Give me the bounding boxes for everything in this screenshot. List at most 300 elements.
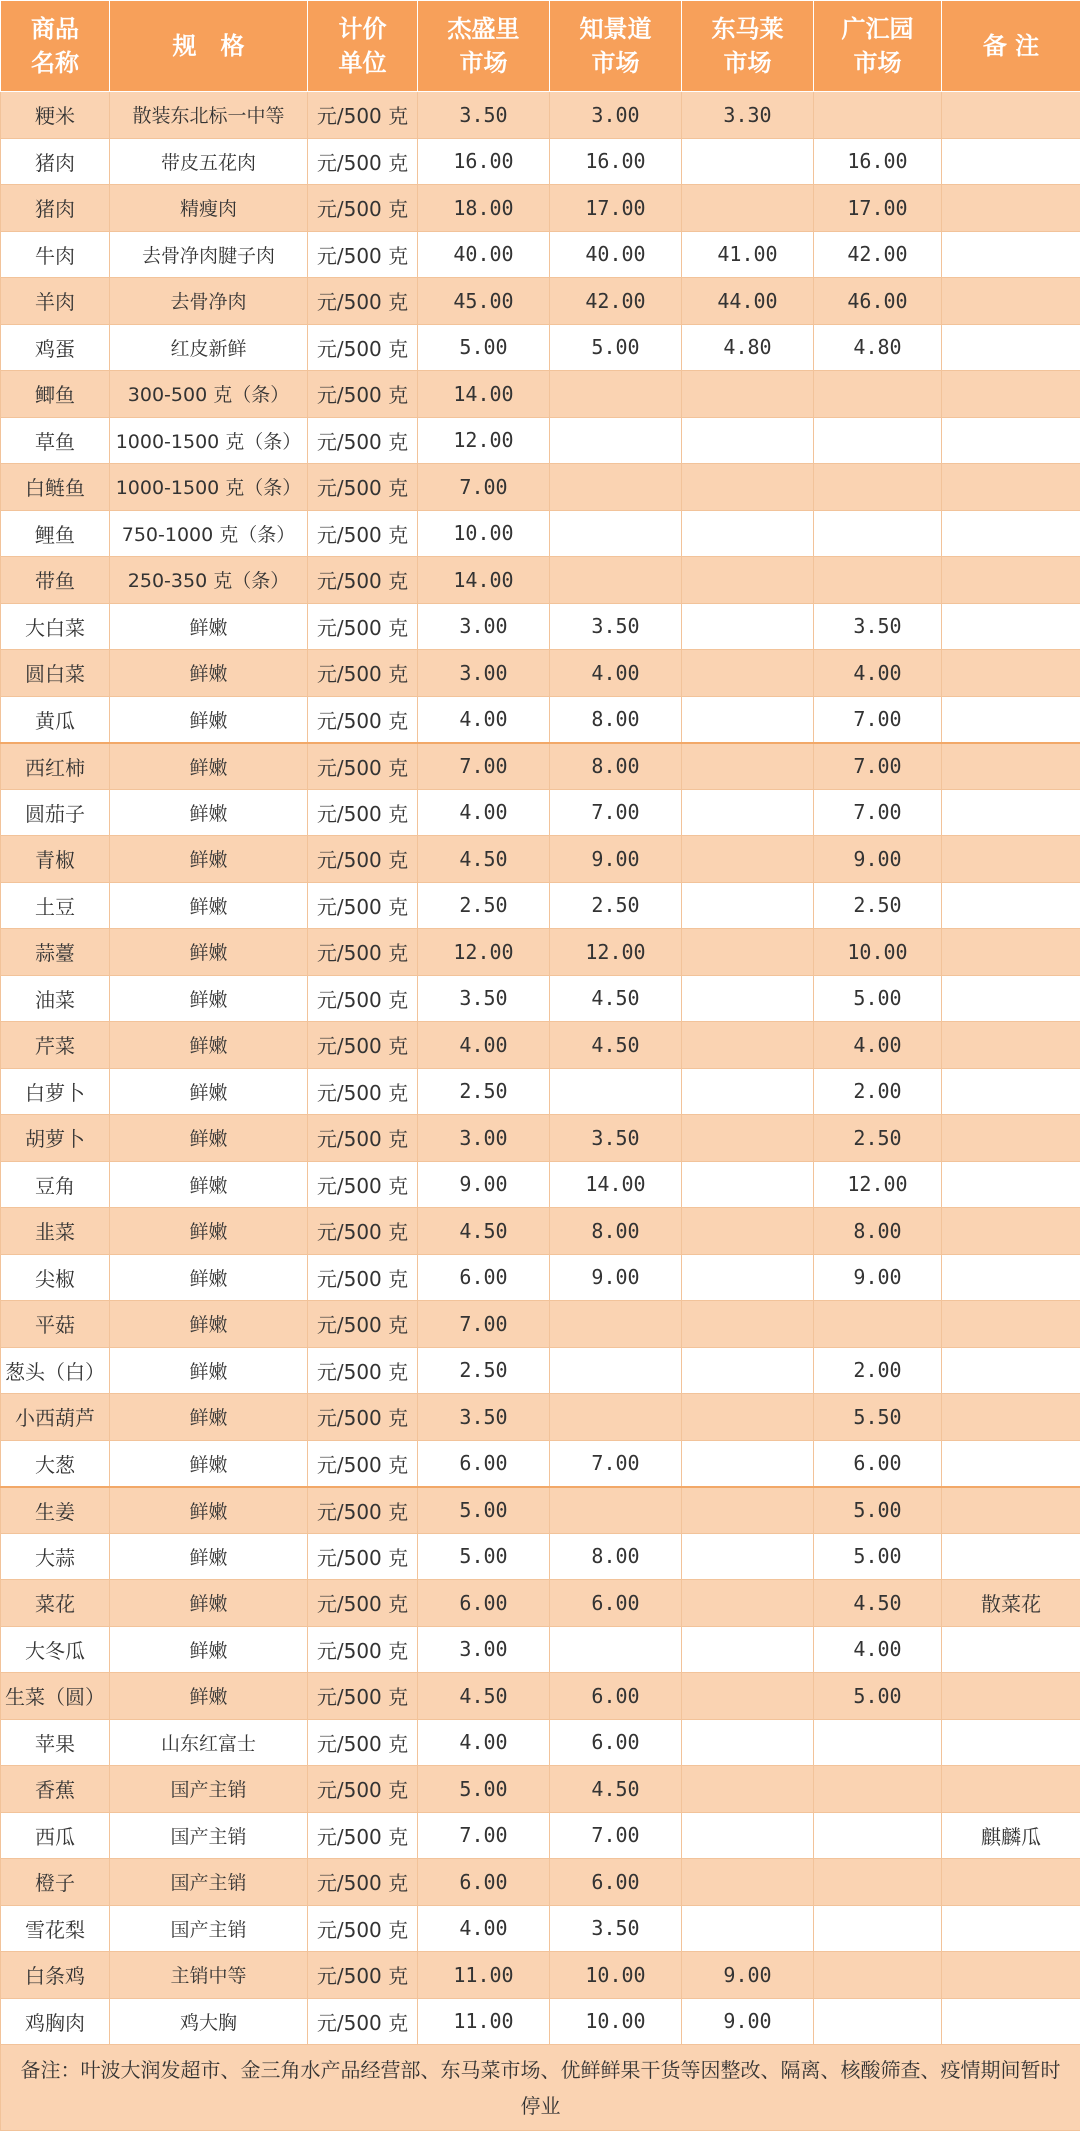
cell-note [942, 1952, 1080, 1999]
cell-note [942, 1347, 1080, 1394]
cell-market-4-price [814, 1719, 942, 1766]
cell-market-1-price: 4.00 [418, 1022, 550, 1069]
cell-note [942, 510, 1080, 557]
cell-unit: 元/500 克 [308, 836, 418, 883]
cell-market-2-price: 12.00 [550, 929, 682, 976]
cell-market-4-price [814, 510, 942, 557]
cell-note [942, 1487, 1080, 1534]
cell-spec: 鲜嫩 [110, 1208, 308, 1255]
cell-product-name: 鸡蛋 [1, 324, 110, 371]
cell-market-1-price: 45.00 [418, 278, 550, 325]
cell-market-2-price: 4.50 [550, 1766, 682, 1813]
cell-market-1-price: 10.00 [418, 510, 550, 557]
cell-spec: 鲜嫩 [110, 789, 308, 836]
cell-market-3-price [682, 1859, 814, 1906]
cell-market-1-price: 7.00 [418, 1812, 550, 1859]
cell-market-1-price: 3.50 [418, 1394, 550, 1441]
cell-product-name: 土豆 [1, 882, 110, 929]
cell-market-4-price: 4.00 [814, 1022, 942, 1069]
cell-product-name: 尖椒 [1, 1254, 110, 1301]
cell-market-3-price [682, 603, 814, 650]
cell-market-2-price [550, 510, 682, 557]
cell-market-2-price: 8.00 [550, 1208, 682, 1255]
cell-spec: 鲜嫩 [110, 1580, 308, 1627]
cell-market-4-price: 6.00 [814, 1440, 942, 1487]
cell-product-name: 大冬瓜 [1, 1626, 110, 1673]
cell-product-name: 圆白菜 [1, 650, 110, 697]
cell-spec: 1000-1500 克（条） [110, 464, 308, 511]
cell-market-1-price: 14.00 [418, 557, 550, 604]
table-row [1, 1952, 1080, 1999]
cell-market-2-price: 4.50 [550, 975, 682, 1022]
cell-market-4-price: 9.00 [814, 836, 942, 883]
cell-note [942, 278, 1080, 325]
cell-market-1-price: 16.00 [418, 138, 550, 185]
cell-market-2-price: 6.00 [550, 1719, 682, 1766]
cell-market-2-price: 4.00 [550, 650, 682, 697]
cell-spec: 鲜嫩 [110, 1301, 308, 1348]
cell-unit: 元/500 克 [308, 1301, 418, 1348]
cell-spec: 鲜嫩 [110, 836, 308, 883]
cell-note [942, 975, 1080, 1022]
cell-unit: 元/500 克 [308, 1022, 418, 1069]
cell-note [942, 743, 1080, 790]
cell-note [942, 1022, 1080, 1069]
cell-unit: 元/500 克 [308, 557, 418, 604]
cell-spec: 鲜嫩 [110, 1161, 308, 1208]
table-row [1, 1487, 1080, 1534]
cell-product-name: 黄瓜 [1, 696, 110, 743]
cell-market-1-price: 11.00 [418, 1952, 550, 1999]
cell-market-3-price [682, 1487, 814, 1534]
cell-unit: 元/500 克 [308, 1487, 418, 1534]
cell-market-2-price [550, 1301, 682, 1348]
cell-product-name: 橙子 [1, 1859, 110, 1906]
cell-unit: 元/500 克 [308, 1068, 418, 1115]
cell-spec: 国产主销 [110, 1766, 308, 1813]
cell-market-2-price [550, 371, 682, 418]
cell-unit: 元/500 克 [308, 324, 418, 371]
cell-market-2-price: 8.00 [550, 696, 682, 743]
cell-spec: 鲜嫩 [110, 1254, 308, 1301]
cell-market-4-price [814, 1859, 942, 1906]
cell-note [942, 1301, 1080, 1348]
cell-market-2-price [550, 464, 682, 511]
cell-market-2-price: 17.00 [550, 185, 682, 232]
cell-note [942, 231, 1080, 278]
cell-market-4-price: 7.00 [814, 743, 942, 790]
cell-market-2-price: 3.50 [550, 1115, 682, 1162]
cell-unit: 元/500 克 [308, 1626, 418, 1673]
cell-market-3-price [682, 1115, 814, 1162]
cell-unit: 元/500 克 [308, 1719, 418, 1766]
cell-market-1-price: 4.00 [418, 1719, 550, 1766]
cell-market-1-price: 3.50 [418, 92, 550, 139]
cell-product-name: 猪肉 [1, 138, 110, 185]
cell-note [942, 1208, 1080, 1255]
cell-unit: 元/500 克 [308, 231, 418, 278]
table-row [1, 1719, 1080, 1766]
cell-market-4-price: 4.00 [814, 650, 942, 697]
cell-product-name: 西红柿 [1, 743, 110, 790]
cell-unit: 元/500 克 [308, 1394, 418, 1441]
cell-unit: 元/500 克 [308, 603, 418, 650]
header-market-2: 知景道 市场 [550, 1, 682, 92]
cell-market-1-price: 6.00 [418, 1254, 550, 1301]
cell-market-3-price [682, 929, 814, 976]
cell-market-2-price [550, 1626, 682, 1673]
cell-market-1-price: 5.00 [418, 1487, 550, 1534]
cell-spec: 鲜嫩 [110, 650, 308, 697]
footer-note: 备注：叶波大润发超市、金三角水产品经营部、东马菜市场、优鲜鲜果干货等因整改、隔离、核酸筛查、疫情期间暂时停业 [1, 2045, 1080, 2131]
cell-product-name: 小西葫芦 [1, 1394, 110, 1441]
cell-market-4-price [814, 92, 942, 139]
cell-market-4-price [814, 1766, 942, 1813]
cell-market-3-price: 44.00 [682, 278, 814, 325]
cell-market-1-price: 3.00 [418, 1626, 550, 1673]
cell-unit: 元/500 克 [308, 278, 418, 325]
cell-market-1-price: 18.00 [418, 185, 550, 232]
header-product-name: 商品 名称 [1, 1, 110, 92]
cell-market-1-price: 2.50 [418, 1068, 550, 1115]
cell-market-4-price: 16.00 [814, 138, 942, 185]
cell-market-3-price [682, 1533, 814, 1580]
cell-spec: 鲜嫩 [110, 1022, 308, 1069]
cell-spec: 国产主销 [110, 1859, 308, 1906]
cell-market-3-price [682, 975, 814, 1022]
header-market-3: 东马莱 市场 [682, 1, 814, 92]
cell-market-3-price [682, 1626, 814, 1673]
cell-market-2-price: 2.50 [550, 882, 682, 929]
cell-market-1-price: 4.50 [418, 1673, 550, 1720]
cell-market-3-price: 4.80 [682, 324, 814, 371]
cell-market-2-price: 10.00 [550, 1998, 682, 2045]
cell-market-2-price [550, 1347, 682, 1394]
cell-unit: 元/500 克 [308, 185, 418, 232]
cell-market-4-price [814, 371, 942, 418]
cell-market-1-price: 9.00 [418, 1161, 550, 1208]
cell-market-1-price: 5.00 [418, 1533, 550, 1580]
cell-product-name: 鸡胸肉 [1, 1998, 110, 2045]
table-row [1, 92, 1080, 139]
cell-market-1-price: 14.00 [418, 371, 550, 418]
cell-market-4-price: 2.50 [814, 882, 942, 929]
table-row [1, 929, 1080, 976]
cell-spec: 红皮新鲜 [110, 324, 308, 371]
table-row [1, 1254, 1080, 1301]
cell-unit: 元/500 克 [308, 92, 418, 139]
cell-market-2-price: 5.00 [550, 324, 682, 371]
cell-market-4-price: 8.00 [814, 1208, 942, 1255]
cell-unit: 元/500 克 [308, 1115, 418, 1162]
cell-market-1-price: 2.50 [418, 1347, 550, 1394]
cell-spec: 鲜嫩 [110, 975, 308, 1022]
cell-product-name: 生菜（圆） [1, 1673, 110, 1720]
cell-unit: 元/500 克 [308, 1952, 418, 1999]
cell-market-3-price [682, 371, 814, 418]
cell-market-1-price: 5.00 [418, 324, 550, 371]
cell-unit: 元/500 克 [308, 464, 418, 511]
cell-spec: 去骨净肉腱子肉 [110, 231, 308, 278]
cell-product-name: 菜花 [1, 1580, 110, 1627]
cell-unit: 元/500 克 [308, 1998, 418, 2045]
cell-unit: 元/500 克 [308, 882, 418, 929]
cell-market-1-price: 6.00 [418, 1580, 550, 1627]
header-note: 备 注 [942, 1, 1080, 92]
cell-market-4-price: 12.00 [814, 1161, 942, 1208]
cell-market-3-price [682, 1673, 814, 1720]
cell-market-1-price: 3.50 [418, 975, 550, 1022]
cell-market-3-price [682, 882, 814, 929]
cell-market-4-price: 7.00 [814, 789, 942, 836]
cell-market-2-price [550, 1068, 682, 1115]
table-row [1, 1208, 1080, 1255]
cell-product-name: 草鱼 [1, 417, 110, 464]
cell-market-2-price [550, 557, 682, 604]
table-row [1, 1626, 1080, 1673]
cell-spec: 鲜嫩 [110, 1347, 308, 1394]
cell-unit: 元/500 克 [308, 1254, 418, 1301]
cell-market-3-price: 3.30 [682, 92, 814, 139]
cell-note [942, 1115, 1080, 1162]
cell-product-name: 白条鸡 [1, 1952, 110, 1999]
cell-note [942, 138, 1080, 185]
table-row [1, 1859, 1080, 1906]
table-row [1, 278, 1080, 325]
table-row [1, 1812, 1080, 1859]
cell-market-4-price: 5.00 [814, 1673, 942, 1720]
cell-product-name: 猪肉 [1, 185, 110, 232]
cell-unit: 元/500 克 [308, 1859, 418, 1906]
cell-market-3-price [682, 1022, 814, 1069]
table-row [1, 1440, 1080, 1487]
cell-market-1-price: 11.00 [418, 1998, 550, 2045]
table-row [1, 789, 1080, 836]
cell-note [942, 185, 1080, 232]
cell-spec: 鲜嫩 [110, 743, 308, 790]
table-row [1, 1998, 1080, 2045]
cell-market-1-price: 6.00 [418, 1859, 550, 1906]
cell-note [942, 603, 1080, 650]
cell-market-2-price: 6.00 [550, 1580, 682, 1627]
cell-market-2-price: 4.50 [550, 1022, 682, 1069]
cell-market-3-price [682, 1812, 814, 1859]
cell-market-4-price: 5.00 [814, 975, 942, 1022]
footer-row [1, 2045, 1080, 2131]
cell-note [942, 882, 1080, 929]
table-row [1, 882, 1080, 929]
cell-market-4-price: 2.00 [814, 1347, 942, 1394]
cell-market-2-price: 8.00 [550, 743, 682, 790]
table-row [1, 557, 1080, 604]
cell-unit: 元/500 克 [308, 743, 418, 790]
cell-market-1-price: 7.00 [418, 743, 550, 790]
header-market-4: 广汇园 市场 [814, 1, 942, 92]
cell-note [942, 324, 1080, 371]
cell-note: 麒麟瓜 [942, 1812, 1080, 1859]
cell-market-2-price: 14.00 [550, 1161, 682, 1208]
cell-market-3-price [682, 464, 814, 511]
cell-spec: 300-500 克（条） [110, 371, 308, 418]
cell-market-1-price: 3.00 [418, 650, 550, 697]
table-header-row [1, 1, 1080, 92]
cell-note [942, 696, 1080, 743]
cell-market-1-price: 5.00 [418, 1766, 550, 1813]
table-row [1, 1673, 1080, 1720]
cell-market-3-price [682, 138, 814, 185]
cell-note [942, 1254, 1080, 1301]
cell-spec: 鲜嫩 [110, 1673, 308, 1720]
cell-note [942, 1533, 1080, 1580]
cell-market-1-price: 7.00 [418, 464, 550, 511]
table-row [1, 1115, 1080, 1162]
cell-spec: 鸡大胸 [110, 1998, 308, 2045]
cell-product-name: 平菇 [1, 1301, 110, 1348]
cell-product-name: 葱头（白） [1, 1347, 110, 1394]
cell-note [942, 92, 1080, 139]
cell-market-2-price: 3.00 [550, 92, 682, 139]
cell-market-2-price: 6.00 [550, 1859, 682, 1906]
cell-unit: 元/500 克 [308, 929, 418, 976]
cell-product-name: 胡萝卜 [1, 1115, 110, 1162]
cell-market-3-price: 41.00 [682, 231, 814, 278]
cell-market-2-price: 16.00 [550, 138, 682, 185]
cell-note [942, 1626, 1080, 1673]
cell-market-3-price [682, 1347, 814, 1394]
table-row [1, 510, 1080, 557]
table-row [1, 1905, 1080, 1952]
table-row [1, 975, 1080, 1022]
cell-market-2-price: 9.00 [550, 836, 682, 883]
cell-note [942, 417, 1080, 464]
cell-product-name: 韭菜 [1, 1208, 110, 1255]
table-row [1, 231, 1080, 278]
cell-market-4-price: 46.00 [814, 278, 942, 325]
cell-market-4-price: 42.00 [814, 231, 942, 278]
cell-unit: 元/500 克 [308, 650, 418, 697]
cell-market-2-price [550, 417, 682, 464]
table-row [1, 743, 1080, 790]
cell-market-3-price [682, 836, 814, 883]
cell-product-name: 大白菜 [1, 603, 110, 650]
cell-product-name: 雪花梨 [1, 1905, 110, 1952]
cell-market-2-price: 9.00 [550, 1254, 682, 1301]
cell-product-name: 豆角 [1, 1161, 110, 1208]
cell-market-2-price [550, 1394, 682, 1441]
cell-market-2-price: 7.00 [550, 1812, 682, 1859]
cell-unit: 元/500 克 [308, 1580, 418, 1627]
cell-market-1-price: 4.00 [418, 1905, 550, 1952]
cell-spec: 鲜嫩 [110, 882, 308, 929]
cell-unit: 元/500 克 [308, 975, 418, 1022]
table-row [1, 836, 1080, 883]
cell-market-3-price [682, 1254, 814, 1301]
cell-spec: 主销中等 [110, 1952, 308, 1999]
cell-spec: 鲜嫩 [110, 1068, 308, 1115]
cell-product-name: 大葱 [1, 1440, 110, 1487]
header-spec: 规 格 [110, 1, 308, 92]
cell-market-3-price [682, 1161, 814, 1208]
cell-market-2-price: 8.00 [550, 1533, 682, 1580]
cell-market-3-price [682, 557, 814, 604]
cell-market-4-price: 17.00 [814, 185, 942, 232]
cell-market-3-price: 9.00 [682, 1952, 814, 1999]
cell-market-3-price [682, 1719, 814, 1766]
cell-market-2-price: 7.00 [550, 789, 682, 836]
cell-note [942, 1161, 1080, 1208]
cell-note [942, 929, 1080, 976]
cell-market-4-price [814, 1812, 942, 1859]
cell-spec: 鲜嫩 [110, 1115, 308, 1162]
cell-market-3-price [682, 696, 814, 743]
cell-unit: 元/500 克 [308, 1533, 418, 1580]
cell-unit: 元/500 克 [308, 1347, 418, 1394]
cell-market-4-price [814, 1301, 942, 1348]
cell-unit: 元/500 克 [308, 371, 418, 418]
cell-unit: 元/500 克 [308, 1161, 418, 1208]
cell-note [942, 1394, 1080, 1441]
cell-spec: 鲜嫩 [110, 696, 308, 743]
cell-market-4-price: 2.50 [814, 1115, 942, 1162]
cell-spec: 去骨净肉 [110, 278, 308, 325]
cell-market-3-price [682, 1766, 814, 1813]
cell-market-1-price: 3.00 [418, 603, 550, 650]
cell-product-name: 圆茄子 [1, 789, 110, 836]
cell-spec: 国产主销 [110, 1812, 308, 1859]
cell-unit: 元/500 克 [308, 138, 418, 185]
cell-product-name: 鲫鱼 [1, 371, 110, 418]
cell-note [942, 1998, 1080, 2045]
cell-product-name: 白萝卜 [1, 1068, 110, 1115]
cell-product-name: 白鲢鱼 [1, 464, 110, 511]
table-row [1, 1068, 1080, 1115]
cell-spec: 鲜嫩 [110, 1533, 308, 1580]
table-row [1, 1161, 1080, 1208]
cell-unit: 元/500 克 [308, 417, 418, 464]
table-row [1, 185, 1080, 232]
cell-market-4-price: 3.50 [814, 603, 942, 650]
table-row [1, 1347, 1080, 1394]
cell-market-1-price: 4.00 [418, 789, 550, 836]
cell-market-2-price [550, 1487, 682, 1534]
cell-note [942, 1673, 1080, 1720]
cell-note [942, 650, 1080, 697]
cell-spec: 鲜嫩 [110, 1487, 308, 1534]
cell-market-1-price: 3.00 [418, 1115, 550, 1162]
cell-spec: 1000-1500 克（条） [110, 417, 308, 464]
table-row [1, 138, 1080, 185]
cell-unit: 元/500 克 [308, 1766, 418, 1813]
cell-market-3-price [682, 1580, 814, 1627]
cell-product-name: 粳米 [1, 92, 110, 139]
cell-market-3-price [682, 417, 814, 464]
cell-market-2-price: 3.50 [550, 1905, 682, 1952]
cell-product-name: 油菜 [1, 975, 110, 1022]
cell-market-4-price: 5.00 [814, 1487, 942, 1534]
cell-spec: 带皮五花肉 [110, 138, 308, 185]
cell-market-3-price [682, 1301, 814, 1348]
cell-unit: 元/500 克 [308, 789, 418, 836]
cell-market-2-price: 3.50 [550, 603, 682, 650]
cell-market-2-price: 7.00 [550, 1440, 682, 1487]
cell-market-4-price [814, 557, 942, 604]
table-row [1, 1580, 1080, 1627]
table-row [1, 464, 1080, 511]
cell-product-name: 生姜 [1, 1487, 110, 1534]
cell-spec: 鲜嫩 [110, 1626, 308, 1673]
cell-market-2-price: 10.00 [550, 1952, 682, 1999]
cell-product-name: 大蒜 [1, 1533, 110, 1580]
